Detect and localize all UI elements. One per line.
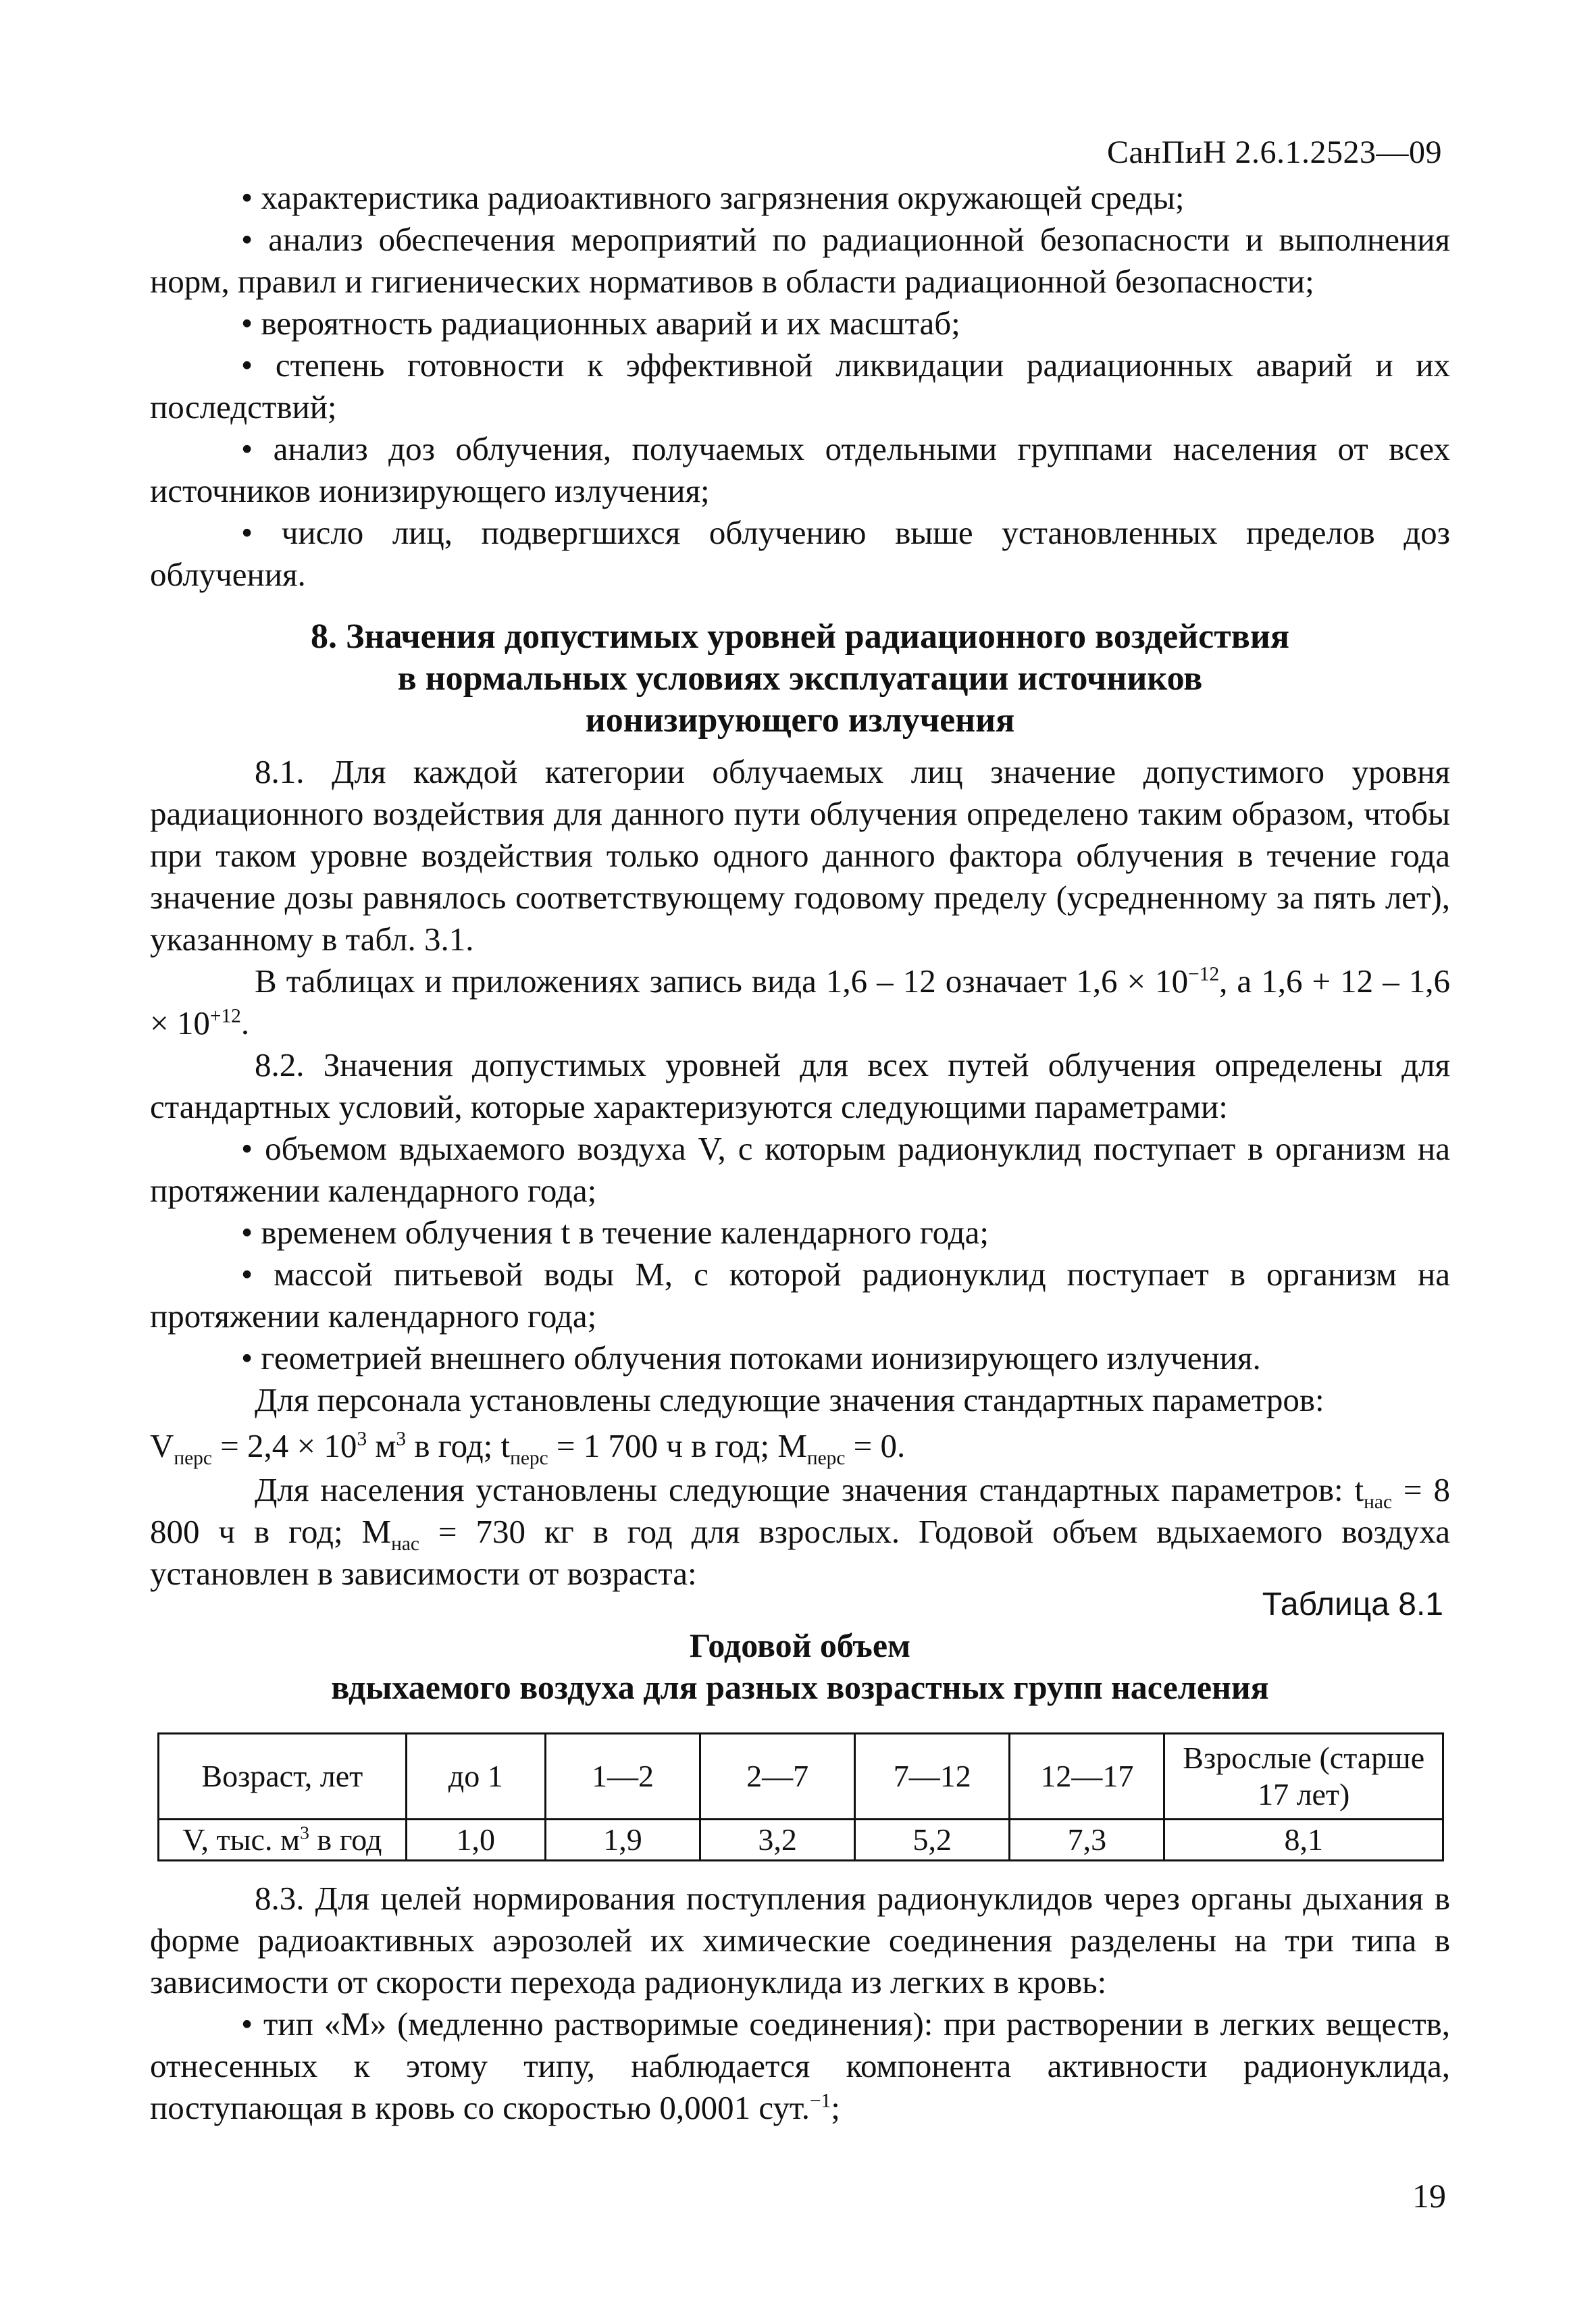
formula-part: = 2,4 × 10 (211, 1427, 357, 1464)
notation-text: В таблицах и приложениях запись вида 1,6 – 12 означает 1,6 × 10 (255, 962, 1189, 1000)
air-volume-table (157, 1732, 1444, 1861)
table-title (150, 1624, 1450, 1708)
exponent: +12 (209, 1005, 241, 1027)
table-header-cell: 1—2 (545, 1734, 700, 1820)
table-caption: Таблица 8.1 (1262, 1587, 1443, 1622)
list-item: • геометрией внешнего облучения потоками ионизирующего излучения. (241, 1339, 1261, 1377)
table-cell: 1,0 (406, 1820, 545, 1861)
table-header-cell: 7—12 (855, 1734, 1010, 1820)
table-cell: 5,2 (855, 1820, 1010, 1861)
formula-part: = 1 700 ч в год; M (548, 1427, 807, 1464)
notation-paragraph (150, 960, 1450, 1044)
notation-text: , а 1,6 + 12 – 1,6 × 10 (150, 962, 1450, 1042)
table-cell: 3,2 (700, 1820, 855, 1861)
exponent: −1 (809, 2090, 831, 2112)
table-row-label (159, 1820, 407, 1861)
paragraph-part: Для населения установлены следующие значения стандартных параметров: t (255, 1471, 1364, 1508)
population-paragraph (150, 1469, 1450, 1595)
list-item: • массой питьевой воды М, с которой радионуклид поступает в организм на протяжении календарного года; (150, 1256, 1450, 1335)
paragraph-part: = 8 800 ч в год; M (150, 1471, 1450, 1550)
paragraph-8-2: 8.2. Значения допустимых уровней для всех путей облучения определены для стандартных условий, которые характеризуются следующими параметрами: (150, 1046, 1450, 1125)
table-header-cell: Взрослые (старше 17 лет) (1164, 1734, 1443, 1820)
document-code-header: СанПиН 2.6.1.2523—09 (1106, 134, 1442, 170)
personnel-paragraph: Для персонала установлены следующие значения стандартных параметров: (255, 1381, 1324, 1418)
exponent: 3 (357, 1428, 367, 1450)
subscript: нас (391, 1533, 419, 1555)
formula-part: м (367, 1427, 396, 1464)
table-header-cell: 12—17 (1010, 1734, 1164, 1820)
list-item: • характеристика радиоактивного загрязнения окружающей среды; (241, 179, 1185, 216)
notation-text: . (240, 1004, 250, 1042)
subscript: нас (1364, 1491, 1392, 1513)
table-row (159, 1820, 1443, 1861)
section-heading-line: в нормальных условиях эксплуатации источников (397, 659, 1203, 698)
list-item-text: • тип «М» (медленно растворимые соединения): при растворении в легких веществ, отнесенных к этому типу, наблюдается компонента активности радионуклида, поступающая в кровь со скоростью 0,0001 сут. (150, 2005, 1450, 2126)
paragraph-8-1: 8.1. Для каждой категории облучаемых лиц значение допустимого уровня радиационного воздействия для данного пути облучения определено таким образом, чтобы при таком уровне воздействия только одного данного фактора облучения в течение года значение дозы равнялось соответствующему годовому пределу (усредненному за пять лет), указанному в табл. 3.1. (150, 753, 1450, 958)
section-8-heading (150, 616, 1450, 742)
list-item: • анализ обеспечения мероприятий по радиационной безопасности и выполнения норм, правил и гигиенических нормативов в области радиационной безопасности; (150, 221, 1450, 300)
table-title-line: Годовой объем (689, 1626, 911, 1664)
list-item: • степень готовности к эффективной ликвидации радиационных аварий и их последствий; (150, 346, 1450, 426)
table-header-cell: 2—7 (700, 1734, 855, 1820)
exponent: 3 (396, 1428, 407, 1450)
exponent: −12 (1188, 963, 1220, 985)
label-part: в год (309, 1822, 382, 1857)
section-heading-line: ионизирующего излучения (585, 701, 1015, 740)
list-item: • число лиц, подвергшихся облучению выше установленных пределов доз облучения. (150, 514, 1450, 593)
section-heading-line: 8. Значения допустимых уровней радиационного воздействия (311, 617, 1289, 656)
paragraph-8-3: 8.3. Для целей нормирования поступления радионуклидов через органы дыхания в форме радиоактивных аэрозолей их химические соединения разделены на три типа в зависимости от скорости перехода радионуклида из легких в кровь: (150, 1880, 1450, 2001)
list-item (150, 2003, 1450, 2129)
paragraph-part: = 730 кг в год для взрослых. Годовой объем вдыхаемого воздуха установлен в зависимости от возраста: (150, 1513, 1450, 1592)
subscript: перс (510, 1447, 548, 1469)
formula-part: в год; t (406, 1427, 511, 1464)
formula-part: = 0. (845, 1427, 906, 1464)
table-cell: 1,9 (545, 1820, 700, 1861)
list-item: • объемом вдыхаемого воздуха V, с которым радионуклид поступает в организм на протяжении календарного года; (150, 1130, 1450, 1209)
label-part: V, тыс. м (182, 1822, 301, 1857)
formula-part: V (150, 1427, 174, 1464)
list-item: • временем облучения t в течение календарного года; (241, 1214, 989, 1251)
table-cell: 7,3 (1010, 1820, 1164, 1861)
risk-assessment-list (150, 177, 1450, 596)
list-item: • анализ доз облучения, получаемых отдельными группами населения от всех источников ионизирующего излучения; (150, 430, 1450, 509)
table-header-cell: Возраст, лет (159, 1734, 407, 1820)
table-title-line: вдыхаемого воздуха для разных возрастных групп населения (331, 1668, 1269, 1706)
list-item-text: ; (831, 2089, 840, 2126)
exponent: 3 (300, 1822, 309, 1843)
subscript: перс (174, 1447, 212, 1469)
table-header-cell: до 1 (406, 1734, 545, 1820)
population-parameters (150, 1469, 1450, 1595)
table-header-row (159, 1734, 1443, 1820)
table-cell: 8,1 (1164, 1820, 1443, 1861)
aerosol-types-section (150, 1878, 1450, 2129)
list-item: • вероятность радиационных аварий и их масштаб; (241, 305, 960, 342)
page-number: 19 (1412, 2177, 1446, 2215)
personnel-parameters-formula (150, 1425, 1450, 1467)
subscript: перс (806, 1447, 846, 1469)
section-8-body (150, 751, 1450, 1479)
